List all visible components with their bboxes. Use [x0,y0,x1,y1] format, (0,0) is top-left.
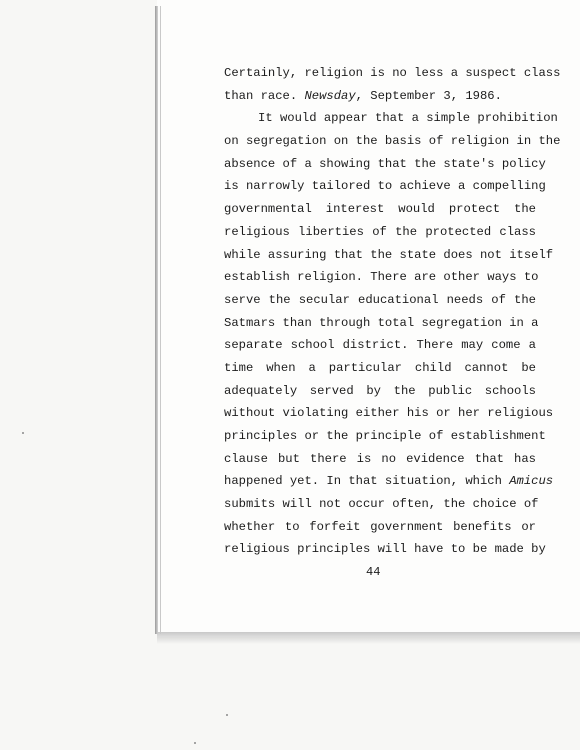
text-line: without violating either his or her religious [224,406,554,421]
text-line: absence of a showing that the state's policy [224,156,546,171]
italic-title: Newsday [304,88,356,103]
text-line: on segregation on the basis of religion in the [224,134,561,149]
text-line: happened yet. In that situation, which Amicus [224,474,554,489]
page-binding-edge [155,6,158,634]
text-line: principles or the principle of establishment [224,429,546,443]
page-bottom-shadow [157,632,580,644]
text-line: governmental interest would protect the [224,202,536,217]
scan-speck [194,742,196,744]
page-number: 44 [366,565,381,579]
text-line: Certainly, religion is no less a suspect class [224,66,561,80]
text-line: is narrowly tailored to achieve a compelling [224,179,546,194]
text-line: than race. Newsday, September 3, 1986. [224,88,502,103]
scan-speck [226,714,228,716]
text-line: serve the secular educational needs of the [224,292,536,307]
text-line: religious principles will have to be made by [224,542,546,557]
text-line: Satmars than through total segregation in a [224,315,539,330]
text-line: while assuring that the state does not itself [224,247,554,262]
text-line: religious liberties of the protected class [224,224,536,239]
body-text [224,62,561,561]
text-line: time when a particular child cannot be [224,360,536,375]
text-line: It would appear that a simple prohibition [258,111,558,126]
scan-speck [22,432,24,434]
text-line: adequately served by the public schools [224,383,536,398]
text-line: establish religion. There are other ways to [224,270,539,285]
text-line: clause but there is no evidence that has [224,451,536,466]
italic-title: Amicus [509,474,554,489]
text-line: submits will not occur often, the choice of [224,497,539,512]
text-line: separate school district. There may come a [224,338,536,353]
page-binding-edge-inner [160,6,161,634]
text-line: whether to forfeit government benefits or [224,519,536,534]
